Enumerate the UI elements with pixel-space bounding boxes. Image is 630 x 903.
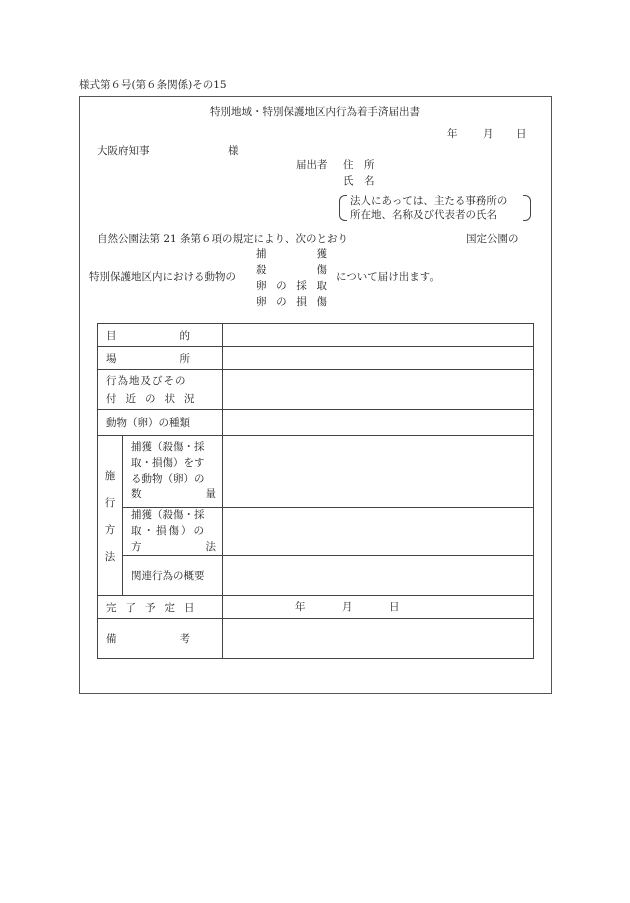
row-method bbox=[98, 508, 534, 556]
row-situation bbox=[98, 370, 534, 410]
completion-year-label: 年 bbox=[295, 601, 306, 614]
completion-month-label: 月 bbox=[342, 601, 353, 614]
completion-field[interactable] bbox=[223, 596, 534, 619]
situation-label-line2: 付近の状況 bbox=[106, 393, 204, 405]
species-field[interactable] bbox=[223, 410, 534, 436]
place-label: 場 所 bbox=[98, 347, 223, 370]
date-year-label: 年 bbox=[447, 128, 458, 140]
corporate-note-bracket-right bbox=[523, 195, 531, 221]
statement-intro: 自然公園法第 21 条第６項の規定により、次のとおり bbox=[97, 233, 349, 245]
quantity-label: 捕獲（殺傷・採 取・損傷）をす る動物（卵）の 数 量 bbox=[123, 436, 223, 508]
remarks-field[interactable] bbox=[223, 619, 534, 659]
date-month-label: 月 bbox=[483, 128, 494, 140]
situation-field[interactable] bbox=[223, 370, 534, 410]
date-day-label: 日 bbox=[516, 128, 527, 140]
addressee-name: 大阪府知事 bbox=[97, 145, 150, 157]
row-quantity bbox=[98, 436, 534, 508]
method-label: 捕獲（殺傷・採 取・損傷）の 方 法 bbox=[123, 508, 223, 556]
place-field[interactable] bbox=[223, 347, 534, 370]
situation-label-line1: 行為地及びその bbox=[106, 375, 187, 387]
corporate-note-line2: 所在地、名称及び代表者の氏名 bbox=[350, 209, 497, 221]
method-group-label: 施 行 方 法 bbox=[98, 436, 123, 596]
option-egg-collect: 卵 の 採 取 bbox=[256, 280, 327, 292]
row-remarks bbox=[98, 619, 534, 659]
method-field[interactable] bbox=[223, 508, 534, 556]
statement-ending: について届け出ます。 bbox=[336, 271, 440, 283]
row-related bbox=[98, 556, 534, 596]
row-completion bbox=[98, 596, 534, 619]
related-field[interactable] bbox=[223, 556, 534, 596]
option-kill: 殺 傷 bbox=[256, 264, 327, 276]
row-species bbox=[98, 410, 534, 436]
notifier-label: 届出者 bbox=[296, 159, 328, 171]
row-purpose bbox=[98, 324, 534, 347]
name-label: 氏 名 bbox=[343, 175, 375, 187]
form-title: 特別地域・特別保護地区内行為着手済届出書 bbox=[210, 106, 420, 118]
form-number: 様式第６号(第６条関係)その15 bbox=[79, 79, 227, 91]
option-capture: 捕 獲 bbox=[256, 248, 327, 260]
statement-area: 特別保護地区内における動物の bbox=[89, 271, 236, 283]
related-label: 関連行為の概要 bbox=[123, 556, 223, 596]
situation-label bbox=[98, 370, 223, 410]
address-label: 住 所 bbox=[343, 159, 375, 171]
addressee-honorific: 様 bbox=[228, 145, 239, 157]
purpose-label: 目 的 bbox=[98, 324, 223, 347]
purpose-field[interactable] bbox=[223, 324, 534, 347]
details-table bbox=[97, 323, 534, 659]
corporate-note-bracket-left bbox=[339, 195, 347, 221]
statement-park: 国定公園の bbox=[466, 233, 519, 245]
quantity-field[interactable] bbox=[223, 436, 534, 508]
row-place bbox=[98, 347, 534, 370]
corporate-note-line1: 法人にあっては、主たる事務所の bbox=[350, 195, 508, 207]
species-label: 動物（卵）の種類 bbox=[98, 410, 223, 436]
completion-label: 完了予定日 bbox=[98, 596, 223, 619]
completion-day-label: 日 bbox=[389, 601, 400, 614]
option-egg-damage: 卵 の 損 傷 bbox=[256, 296, 327, 308]
remarks-label: 備 考 bbox=[98, 619, 223, 659]
